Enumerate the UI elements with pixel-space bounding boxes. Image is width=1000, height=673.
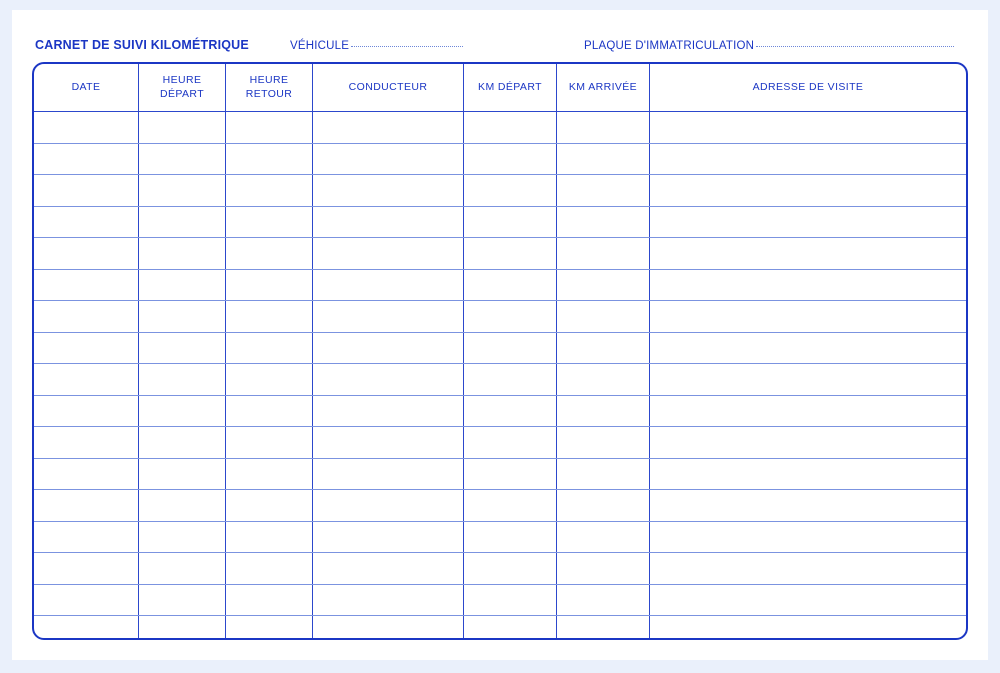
table-row[interactable]	[34, 553, 966, 585]
table-cell[interactable]	[34, 395, 139, 427]
table-cell[interactable]	[650, 427, 967, 459]
table-cell[interactable]	[139, 301, 226, 333]
table-cell[interactable]	[34, 238, 139, 270]
table-cell[interactable]	[650, 616, 967, 641]
table-cell[interactable]	[464, 238, 557, 270]
table-cell[interactable]	[464, 143, 557, 175]
table-cell[interactable]	[226, 238, 313, 270]
table-cell[interactable]	[226, 332, 313, 364]
table-cell[interactable]	[139, 206, 226, 238]
table-cell[interactable]	[557, 238, 650, 270]
table-cell[interactable]	[464, 364, 557, 396]
table-cell[interactable]	[464, 616, 557, 641]
column-header-adresse-de-visite: ADRESSE DE VISITE	[650, 64, 967, 112]
mileage-log-table	[34, 64, 966, 640]
table-row[interactable]	[34, 521, 966, 553]
table-row[interactable]	[34, 269, 966, 301]
table-cell[interactable]	[226, 490, 313, 522]
table-cell[interactable]	[464, 427, 557, 459]
column-header-heure-retour: HEURE RETOUR	[226, 64, 313, 112]
table-cell[interactable]	[139, 143, 226, 175]
table-row[interactable]	[34, 175, 966, 207]
table-cell[interactable]	[464, 301, 557, 333]
table-row[interactable]	[34, 616, 966, 641]
table-cell[interactable]	[557, 521, 650, 553]
table-cell[interactable]	[226, 206, 313, 238]
table-cell[interactable]	[464, 332, 557, 364]
table-cell[interactable]	[226, 269, 313, 301]
table-cell[interactable]	[313, 112, 464, 144]
table-cell[interactable]	[313, 553, 464, 585]
table-cell[interactable]	[34, 332, 139, 364]
table-cell[interactable]	[557, 395, 650, 427]
table-cell[interactable]	[226, 521, 313, 553]
table-cell[interactable]	[313, 364, 464, 396]
table-cell[interactable]	[226, 427, 313, 459]
column-header-date: DATE	[34, 64, 139, 112]
column-header-km-arrivee: KM ARRIVÉE	[557, 64, 650, 112]
table-cell[interactable]	[139, 553, 226, 585]
table-cell[interactable]	[650, 521, 967, 553]
table-cell[interactable]	[464, 584, 557, 616]
table-cell[interactable]	[139, 238, 226, 270]
table-cell[interactable]	[313, 395, 464, 427]
table-cell[interactable]	[650, 143, 967, 175]
table-cell[interactable]	[464, 175, 557, 207]
table-cell[interactable]	[139, 490, 226, 522]
mileage-log-table-container	[32, 62, 968, 640]
table-cell[interactable]	[650, 301, 967, 333]
table-row[interactable]	[34, 143, 966, 175]
table-cell[interactable]	[557, 269, 650, 301]
table-cell[interactable]	[34, 301, 139, 333]
table-cell[interactable]	[139, 458, 226, 490]
table-cell[interactable]	[139, 521, 226, 553]
table-cell[interactable]	[139, 584, 226, 616]
table-cell[interactable]	[650, 175, 967, 207]
table-cell[interactable]	[650, 238, 967, 270]
table-cell[interactable]	[557, 175, 650, 207]
table-row[interactable]	[34, 490, 966, 522]
table-cell[interactable]	[139, 364, 226, 396]
table-cell[interactable]	[557, 143, 650, 175]
table-cell[interactable]	[34, 584, 139, 616]
column-header-conducteur: CONDUCTEUR	[313, 64, 464, 112]
table-cell[interactable]	[650, 490, 967, 522]
table-row[interactable]	[34, 458, 966, 490]
table-cell[interactable]	[313, 301, 464, 333]
table-row[interactable]	[34, 332, 966, 364]
table-row[interactable]	[34, 584, 966, 616]
vehicle-field-line	[351, 45, 463, 47]
table-cell[interactable]	[34, 206, 139, 238]
table-cell[interactable]	[557, 332, 650, 364]
table-cell[interactable]	[650, 269, 967, 301]
plate-field-line	[756, 45, 954, 47]
table-cell[interactable]	[226, 364, 313, 396]
table-cell[interactable]	[313, 332, 464, 364]
table-cell[interactable]	[34, 364, 139, 396]
table-cell[interactable]	[464, 458, 557, 490]
table-cell[interactable]	[313, 490, 464, 522]
table-cell[interactable]	[226, 616, 313, 641]
table-row[interactable]	[34, 206, 966, 238]
table-body	[34, 112, 966, 641]
table-row[interactable]	[34, 112, 966, 144]
table-cell[interactable]	[464, 490, 557, 522]
table-cell[interactable]	[34, 175, 139, 207]
table-cell[interactable]	[313, 521, 464, 553]
table-cell[interactable]	[313, 427, 464, 459]
table-cell[interactable]	[226, 175, 313, 207]
table-cell[interactable]	[557, 206, 650, 238]
table-cell[interactable]	[34, 521, 139, 553]
table-cell[interactable]	[650, 584, 967, 616]
vehicle-field[interactable]	[290, 40, 463, 52]
table-cell[interactable]	[226, 395, 313, 427]
table-cell[interactable]	[34, 490, 139, 522]
table-cell[interactable]	[226, 112, 313, 144]
table-cell[interactable]	[226, 458, 313, 490]
table-cell[interactable]	[650, 332, 967, 364]
table-cell[interactable]	[226, 301, 313, 333]
column-header-km-depart: KM DÉPART	[464, 64, 557, 112]
table-cell[interactable]	[464, 112, 557, 144]
table-cell[interactable]	[313, 584, 464, 616]
page-title: CARNET DE SUIVI KILOMÉTRIQUE	[35, 38, 249, 52]
table-cell[interactable]	[34, 112, 139, 144]
table-cell[interactable]	[139, 427, 226, 459]
table-cell[interactable]	[34, 458, 139, 490]
table-cell[interactable]	[557, 364, 650, 396]
table-cell[interactable]	[464, 553, 557, 585]
table-cell[interactable]	[139, 616, 226, 641]
table-cell[interactable]	[464, 395, 557, 427]
table-row[interactable]	[34, 364, 966, 396]
table-cell[interactable]	[313, 238, 464, 270]
table-row[interactable]	[34, 427, 966, 459]
table-cell[interactable]	[557, 301, 650, 333]
table-cell[interactable]	[650, 458, 967, 490]
table-cell[interactable]	[313, 143, 464, 175]
table-cell[interactable]	[650, 112, 967, 144]
table-header-row	[34, 64, 966, 112]
table-cell[interactable]	[34, 143, 139, 175]
table-cell[interactable]	[464, 269, 557, 301]
table-cell[interactable]	[557, 616, 650, 641]
table-cell[interactable]	[139, 112, 226, 144]
table-cell[interactable]	[139, 175, 226, 207]
table-cell[interactable]	[139, 332, 226, 364]
table-cell[interactable]	[313, 269, 464, 301]
plate-field-label: PLAQUE D'IMMATRICULATION	[584, 40, 755, 52]
table-cell[interactable]	[313, 458, 464, 490]
table-row[interactable]	[34, 301, 966, 333]
document-header	[12, 38, 988, 64]
table-cell[interactable]	[34, 269, 139, 301]
column-header-heure-depart: HEURE DÉPART	[139, 64, 226, 112]
table-row[interactable]	[34, 238, 966, 270]
table-cell[interactable]	[226, 584, 313, 616]
table-cell[interactable]	[464, 521, 557, 553]
document-sheet	[12, 10, 988, 660]
table-cell[interactable]	[557, 553, 650, 585]
vehicle-field-label: VÉHICULE	[290, 40, 350, 52]
table-cell[interactable]	[557, 458, 650, 490]
table-cell[interactable]	[557, 584, 650, 616]
table-row[interactable]	[34, 395, 966, 427]
table-cell[interactable]	[464, 206, 557, 238]
table-cell[interactable]	[226, 553, 313, 585]
plate-field[interactable]	[584, 40, 954, 52]
table-cell[interactable]	[313, 175, 464, 207]
table-cell[interactable]	[650, 364, 967, 396]
table-cell[interactable]	[650, 395, 967, 427]
table-cell[interactable]	[34, 616, 139, 641]
table-cell[interactable]	[226, 143, 313, 175]
table-cell[interactable]	[139, 269, 226, 301]
table-cell[interactable]	[650, 206, 967, 238]
table-cell[interactable]	[34, 427, 139, 459]
table-cell[interactable]	[557, 427, 650, 459]
table-cell[interactable]	[34, 553, 139, 585]
table-cell[interactable]	[557, 112, 650, 144]
table-cell[interactable]	[313, 206, 464, 238]
table-cell[interactable]	[557, 490, 650, 522]
table-cell[interactable]	[650, 553, 967, 585]
table-header	[34, 64, 966, 112]
table-cell[interactable]	[139, 395, 226, 427]
table-cell[interactable]	[313, 616, 464, 641]
